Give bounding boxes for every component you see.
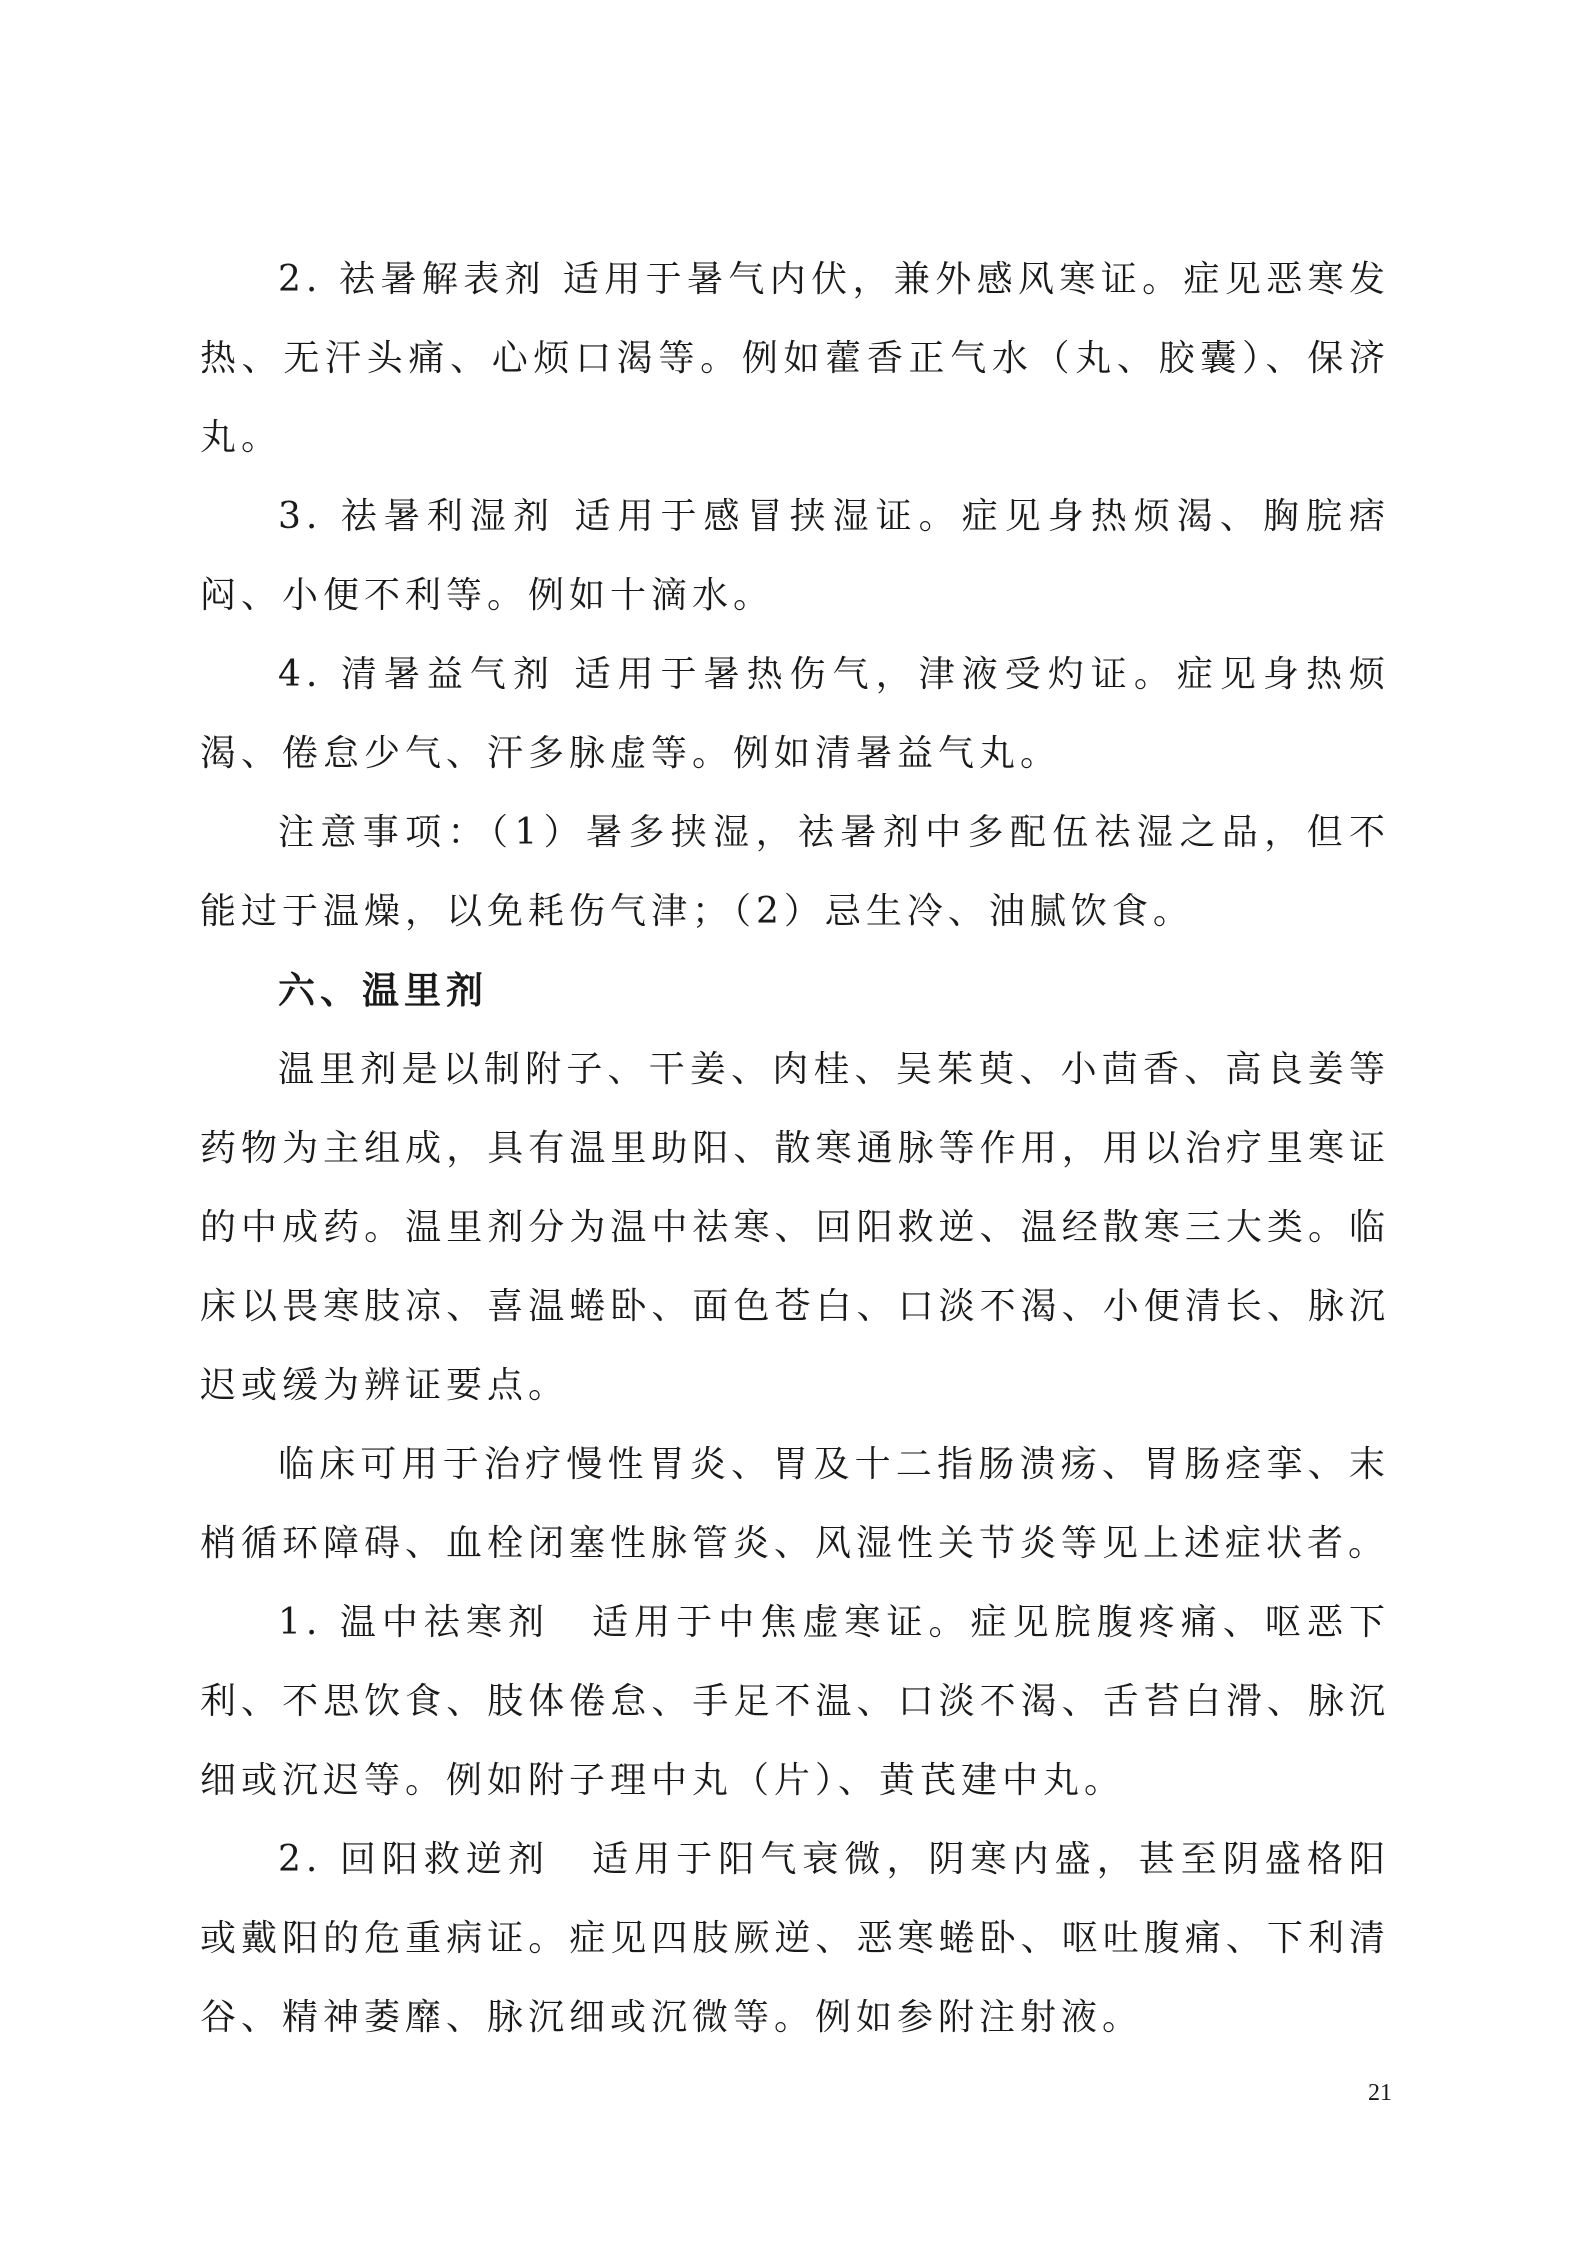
paragraph-interior-warming-intro: 温里剂是以制附子、干姜、肉桂、吴茱萸、小茴香、高良姜等药物为主组成，具有温里助阳、散寒通脉等作用，用以治疗里寒证的中成药。温里剂分为温中祛寒、回阳救逆、温经散寒三大类。临床以畏寒肢凉、喜温蜷卧、面色苍白、口淡不渴、小便清长、脉沉迟或缓为辨证要点。 [200, 1049, 1390, 1406]
paragraph-warming-middle: 1. 温中祛寒剂 适用于中焦虚寒证。症见脘腹疼痛、呕恶下利、不思饮食、肢体倦怠、手足不温、口淡不渴、舌苔白滑、脉沉细或沉迟等。例如附子理中丸（片）、黄芪建中丸。 [200, 1602, 1390, 1801]
paragraph-precautions: 注意事项：（1）暑多挟湿，祛暑剂中多配伍祛湿之品，但不能过于温燥，以免耗伤气津；（2）忌生冷、油腻饮食。 [200, 812, 1390, 932]
paragraph-summer-relieving-exterior: 2. 祛暑解表剂 适用于暑气内伏，兼外感风寒证。症见恶寒发热、无汗头痛、心烦口渴等。例如藿香正气水（丸、胶囊）、保济丸。 [200, 259, 1390, 458]
page-number: 21 [1368, 2080, 1392, 2106]
document-body [200, 240, 1390, 2057]
paragraph-summer-dampness: 3. 祛暑利湿剂 适用于感冒挟湿证。症见身热烦渴、胸脘痞闷、小便不利等。例如十滴水。 [200, 496, 1390, 616]
paragraph-clinical-use: 临床可用于治疗慢性胃炎、胃及十二指肠溃疡、胃肠痉挛、末梢循环障碍、血栓闭塞性脉管炎、风湿性关节炎等见上述症状者。 [200, 1444, 1390, 1564]
paragraph-summer-qi-tonifying: 4. 清暑益气剂 适用于暑热伤气，津液受灼证。症见身热烦渴、倦怠少气、汗多脉虚等。例如清暑益气丸。 [200, 654, 1390, 774]
paragraph-restoring-yang: 2. 回阳救逆剂 适用于阳气衰微，阴寒内盛，甚至阴盛格阳或戴阳的危重病证。症见四肢厥逆、恶寒蜷卧、呕吐腹痛、下利清谷、精神萎靡、脉沉细或沉微等。例如参附注射液。 [200, 1839, 1390, 2038]
section-title-interior-warming: 六、温里剂 [278, 969, 488, 1012]
